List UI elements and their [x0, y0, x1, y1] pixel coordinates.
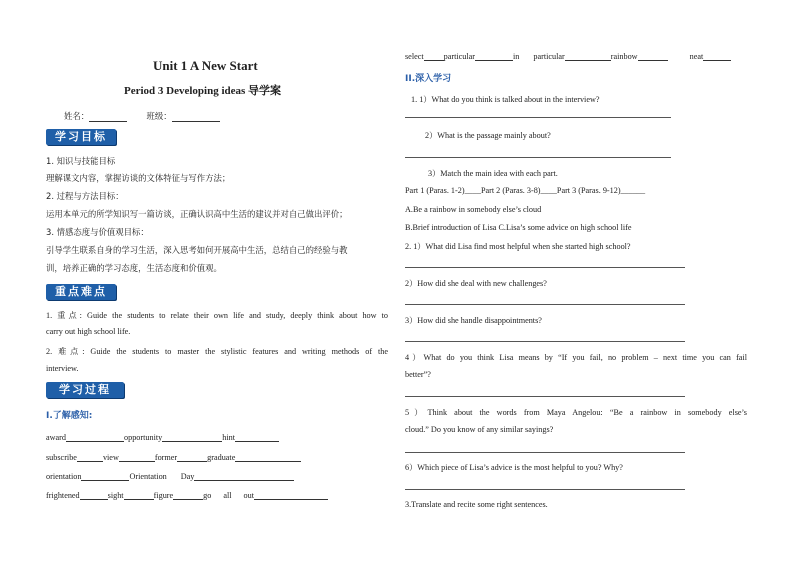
vocab-blank[interactable] [119, 452, 155, 462]
option-b-c: B.Brief introduction of Lisa C.Lisa’s some advice on high school life [405, 223, 632, 232]
question-1-2: 2）What is the passage mainly about? [425, 131, 551, 140]
question-2-6: 6）Which piece of Lisa’s advice is the most helpful to you? Why? [405, 463, 623, 472]
answer-line[interactable] [405, 304, 685, 305]
vocab-blank[interactable] [77, 452, 103, 462]
question-2-4-line2: better”? [405, 370, 431, 379]
vocab-word: Day [180, 472, 195, 481]
vocab-blank[interactable] [235, 432, 279, 442]
question-2-5-line1: 5）Think about the words from Maya Angelou: “Be a rainbow in somebody else’s [405, 408, 747, 417]
vocab-blank[interactable] [81, 471, 129, 481]
vocab-blank[interactable] [565, 51, 611, 61]
vocab-row-2 [46, 452, 301, 462]
process-badge: 学习过程 [46, 382, 124, 398]
vocab-word: orientation [46, 472, 82, 481]
vocab-word: former [154, 453, 178, 462]
vocab-word: subscribe [46, 453, 77, 462]
key1-line2: carry out high school life. [46, 327, 131, 336]
option-a: A.Be a rainbow in somebody else’s cloud [405, 205, 542, 214]
vocab-word: select [405, 52, 424, 61]
vocab-word: go [203, 491, 212, 500]
goal3-text-line1: 引导学生联系自身的学习生活，深入思考如何开展高中生活，总结自己的经验与教 [46, 245, 348, 255]
vocab-word: award [46, 433, 67, 442]
vocab-blank[interactable] [80, 490, 108, 500]
section-2-heading: II.深入学习 [405, 74, 452, 84]
vocab-blank[interactable] [173, 490, 203, 500]
answer-line[interactable] [405, 341, 685, 342]
question-2-1: 2. 1）What did Lisa find most helpful when she started high school? [405, 242, 631, 251]
name-label: 姓名： [64, 111, 90, 121]
question-1-1: 1. 1）What do you think is talked about in the interview? [411, 95, 600, 104]
vocab-blank[interactable] [162, 432, 222, 442]
vocab-row-1 [46, 432, 279, 442]
question-2-2: 2）How did she deal with new challenges? [405, 279, 547, 288]
question-2-4-line1: 4）What do you think Lisa means by “If you fail, no problem – next time you can fail [405, 353, 747, 362]
goal1-title: 1. 知识与技能目标 [46, 156, 116, 166]
vocab-word: opportunity [124, 433, 163, 442]
vocab-word: out [243, 491, 254, 500]
key1-line1: 1. 重点: Guide the students to relate their own life and study, deeply think about how to [46, 311, 388, 320]
answer-line[interactable] [405, 267, 685, 268]
question-2-3: 3）How did she handle disappointments? [405, 316, 542, 325]
vocab-word: graduate [207, 453, 236, 462]
vocab-word: Orientation [129, 472, 167, 481]
match-parts: Part 1 (Paras. 1-2)____Part 2 (Paras. 3-8)____Part 3 (Paras. 9-12)______ [405, 186, 646, 195]
answer-line[interactable] [405, 452, 685, 453]
key-points-badge: 重点难点 [46, 284, 116, 300]
vocab-blank[interactable] [235, 452, 301, 462]
vocab-word: hint [222, 433, 235, 442]
class-blank[interactable] [172, 112, 220, 122]
goal2-text: 运用本单元的所学知识写一篇访谈，正确认识高中生活的建议并对自己做出评价； [46, 209, 348, 219]
vocab-row-4 [46, 490, 328, 500]
unit-title: Unit 1 A New Start [153, 58, 258, 73]
key2-line1: 2. 难点: Guide the students to master the stylistic features and writing methods of the [46, 347, 388, 356]
vocab-blank[interactable] [424, 51, 444, 61]
period-title: Period 3 Developing ideas 导学案 [124, 85, 282, 97]
vocab-word: view [102, 453, 119, 462]
key2-line2: interview. [46, 364, 79, 373]
question-2-5-line2: cloud.” Do you know of any similar sayings? [405, 425, 554, 434]
vocab-blank[interactable] [124, 490, 154, 500]
vocab-word: all [223, 491, 232, 500]
question-1-3: 3）Match the main idea with each part. [428, 169, 558, 178]
goal2-title: 2. 过程与方法目标： [46, 191, 124, 201]
vocab-word: in [513, 52, 520, 61]
question-3-translate: 3.Translate and recite some right sentences. [405, 500, 548, 509]
class-label: 班级： [146, 111, 172, 121]
vocab-word: figure [153, 491, 174, 500]
answer-line[interactable] [405, 396, 685, 397]
vocab-top-row [405, 51, 731, 61]
answer-line[interactable] [405, 117, 671, 118]
answer-line[interactable] [405, 157, 671, 158]
goal1-text: 理解课文内容，掌握访谈的文体特征与写作方法； [46, 173, 231, 183]
vocab-blank[interactable] [254, 490, 328, 500]
answer-line[interactable] [405, 489, 685, 490]
vocab-word: neat [689, 52, 704, 61]
vocab-blank[interactable] [66, 432, 124, 442]
goals-badge: 学习目标 [46, 129, 116, 145]
vocab-row-3 [46, 471, 294, 481]
vocab-blank[interactable] [475, 51, 513, 61]
section-1-heading: I.了解感知: [46, 411, 93, 421]
vocab-word: sight [107, 491, 124, 500]
name-field [64, 110, 220, 122]
name-blank[interactable] [89, 112, 127, 122]
vocab-blank[interactable] [194, 471, 294, 481]
vocab-word: particular [533, 52, 565, 61]
goal3-text-line2: 训，培养正确的学习态度，生活态度和价值观。 [46, 263, 222, 273]
vocab-blank[interactable] [177, 452, 207, 462]
vocab-word: particular [443, 52, 476, 61]
goal3-title: 3. 情感态度与价值观目标： [46, 227, 149, 237]
vocab-word: frightened [46, 491, 80, 500]
vocab-blank[interactable] [703, 51, 731, 61]
vocab-blank[interactable] [638, 51, 668, 61]
vocab-word: rainbow [610, 52, 638, 61]
